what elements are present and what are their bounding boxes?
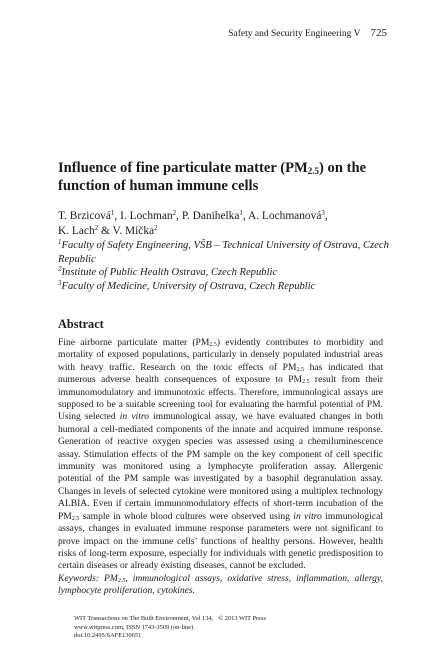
keywords-subscript: 2.5 — [117, 578, 126, 584]
affiliation — [58, 239, 393, 266]
abstract-text: immunological assay, we have evaluated changes in both humoral a cell-mediated components of the innate and acquired immune response. Generation of reactive oxygen species was assessed using a chemiluminescence assay. Stimulation effects of the PM sample on the key component of cell specific immunity was monitored using a lymphocyte proliferation assay. Allergenic potential of the PM sample was investigated by a basophil degranulation assay. Changes in levels of selected cytokine were monitored using a multiplex technology ALBIA. Even if certain immunomodulatory effects of short-term incubation of the PM — [58, 411, 384, 522]
abstract-text: result from their immunomodulatory and immunotoxic effects. Therefore, immunological assays are supposed to be a suitable screening tool for evaluating the harmful potential of PM. Using selected — [58, 374, 383, 423]
paper-title — [58, 159, 393, 195]
abstract-text: ) evidently contributes to morbidity and mortality of exposed populations, particularly in densely populated industrial areas with heavy traffic. Research on the toxic effects of PM — [58, 337, 383, 373]
abstract-heading: Abstract — [58, 317, 104, 331]
author-separator: , — [176, 210, 182, 222]
abstract-text: has indicated that numerous adverse health consequences of exposure to PM — [58, 361, 383, 386]
page-number: 725 — [370, 27, 387, 39]
footer-copyright: © 2013 WIT Press — [218, 615, 266, 622]
author-affil-mark: 1 — [239, 209, 243, 217]
author-affil-mark: 1 — [110, 209, 115, 217]
abstract-italic: in vitro — [119, 411, 149, 423]
keywords-text: Keywords: PM — [58, 573, 118, 584]
abstract-body — [58, 337, 383, 573]
affiliation-mark: 2 — [58, 265, 62, 273]
author-name: I. Lochman — [120, 210, 173, 222]
author-name: K. Lach — [58, 225, 95, 237]
author-separator: , — [242, 210, 248, 222]
footer-line: www.witpress.com, ISSN 1743-3509 (on-line) — [74, 623, 194, 631]
affiliation-list — [58, 239, 393, 293]
abstract-subscript: 2.5 — [71, 515, 80, 522]
abstract-text: Fine airborne particulate matter (PM — [58, 337, 210, 348]
abstract-subscript: 2.5 — [209, 342, 217, 348]
author-affil-mark: 2 — [154, 224, 158, 232]
author-name: T. Brzicová — [58, 210, 111, 222]
affiliation-mark: 3 — [58, 278, 62, 287]
affiliation-mark: 1 — [58, 238, 62, 246]
affiliation-text: Faculty of Safety Engineering, VŠB – Technical University of Ostrava, Czech Republic — [58, 240, 389, 265]
author-name: A. Lochmanová — [248, 210, 322, 222]
abstract-subscript: 2.5 — [302, 379, 310, 386]
keywords — [58, 573, 383, 598]
abstract-text: immunological assays, changes in evaluated immune response parameters were not significant to prove impact on the immune cells’ functions of healthy persons. However, health risks of long-term exposure, especially for individuals with genetic predisposition to certain diseases or already existing diseases, cannot be excluded. — [58, 510, 383, 572]
affiliation — [58, 280, 393, 294]
journal-name: Safety and Security Engineering V — [228, 29, 361, 39]
author-separator: , — [324, 210, 328, 222]
affiliation — [58, 266, 393, 280]
author-name: V. Mička — [112, 225, 155, 237]
footer-journal: WIT Transactions on The Built Environment, Vol 134, — [74, 615, 214, 622]
running-header — [228, 27, 387, 39]
author-separator: , — [114, 210, 121, 222]
affiliation-text: Faculty of Medicine, University of Ostrava, Czech Republic — [61, 280, 316, 292]
abstract-italic: in vitro — [293, 510, 322, 522]
keywords-text: , immunological assays, oxidative stress, inflammation, allergy, lymphocyte proliferation, cytokines. — [58, 573, 383, 597]
author-separator: & — [98, 225, 113, 237]
author-name: P. Danihelka — [181, 210, 240, 222]
abstract-subscript: 2.5 — [296, 366, 304, 373]
abstract-text: sample in whole blood cultures were observed using — [79, 510, 294, 522]
title-part-1: Influence of fine particulate matter (PM — [58, 160, 308, 176]
author-affil-mark: 3 — [321, 209, 325, 217]
footer-line — [74, 615, 266, 624]
author-list — [58, 209, 393, 239]
author-affil-mark: 2 — [94, 224, 99, 232]
title-subscript: 2.5 — [307, 166, 320, 176]
affiliation-text: Institute of Public Health Ostrava, Czech Republic — [61, 267, 278, 278]
footer-doi: doi:10.2495/SAFE130651 — [74, 632, 142, 640]
author-affil-mark: 2 — [172, 209, 177, 217]
page-footer — [74, 615, 266, 641]
title-part-2: ) on the function of human immune cells — [58, 160, 367, 194]
